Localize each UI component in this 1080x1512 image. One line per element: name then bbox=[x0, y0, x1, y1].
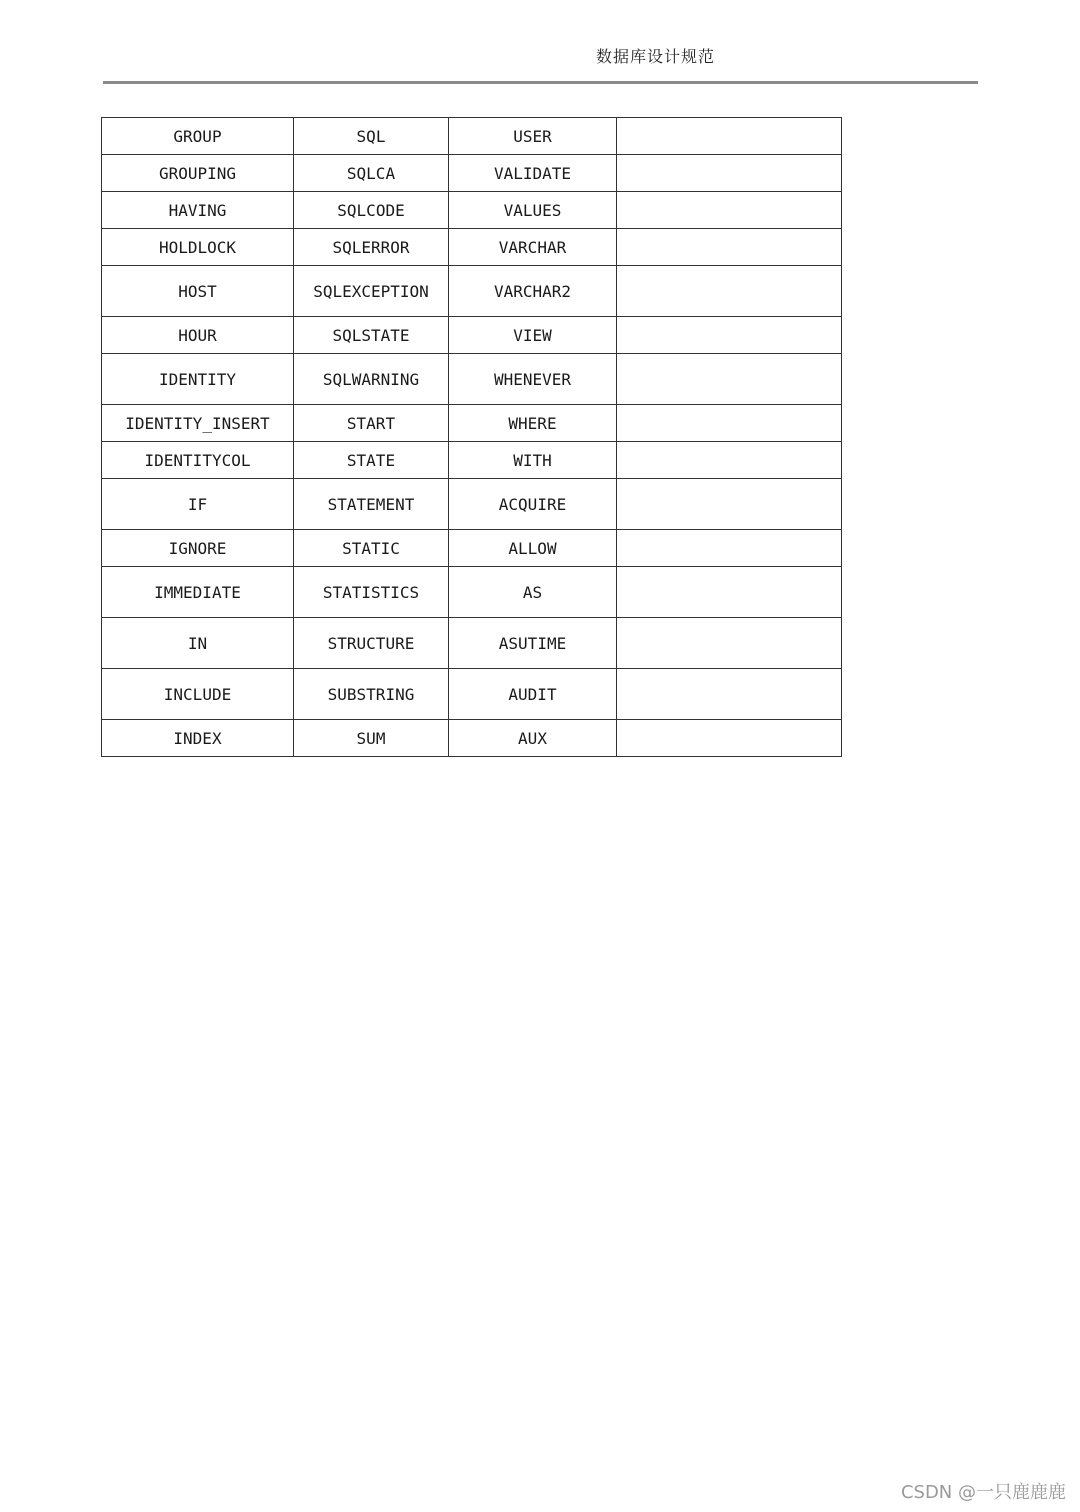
header-rule bbox=[103, 81, 978, 84]
table-cell bbox=[617, 567, 842, 618]
table-cell: STRUCTURE bbox=[294, 618, 449, 669]
table-cell bbox=[617, 192, 842, 229]
table-cell: IMMEDIATE bbox=[102, 567, 294, 618]
table-cell: STATIC bbox=[294, 530, 449, 567]
table-cell: HOLDLOCK bbox=[102, 229, 294, 266]
table-cell bbox=[617, 530, 842, 567]
table-cell: INCLUDE bbox=[102, 669, 294, 720]
table-cell: SUBSTRING bbox=[294, 669, 449, 720]
table-row bbox=[102, 317, 842, 354]
table-row bbox=[102, 405, 842, 442]
table-cell: VIEW bbox=[449, 317, 617, 354]
table-cell: WHENEVER bbox=[449, 354, 617, 405]
table-cell: ACQUIRE bbox=[449, 479, 617, 530]
table-row bbox=[102, 618, 842, 669]
table-row bbox=[102, 530, 842, 567]
table-cell: START bbox=[294, 405, 449, 442]
table-cell: IGNORE bbox=[102, 530, 294, 567]
table-cell: AUX bbox=[449, 720, 617, 757]
table-cell bbox=[617, 317, 842, 354]
table-cell: STATEMENT bbox=[294, 479, 449, 530]
table-cell: SQLEXCEPTION bbox=[294, 266, 449, 317]
table-cell: VARCHAR2 bbox=[449, 266, 617, 317]
table-cell: ASUTIME bbox=[449, 618, 617, 669]
table-cell: SQLSTATE bbox=[294, 317, 449, 354]
table-cell: AS bbox=[449, 567, 617, 618]
table-cell: SQLCA bbox=[294, 155, 449, 192]
table-cell: VALIDATE bbox=[449, 155, 617, 192]
table-row bbox=[102, 479, 842, 530]
table-cell: VARCHAR bbox=[449, 229, 617, 266]
table-cell bbox=[617, 266, 842, 317]
table-row bbox=[102, 266, 842, 317]
table-cell: WHERE bbox=[449, 405, 617, 442]
table-cell: HAVING bbox=[102, 192, 294, 229]
table-cell: AUDIT bbox=[449, 669, 617, 720]
table-cell: INDEX bbox=[102, 720, 294, 757]
table-cell bbox=[617, 405, 842, 442]
table-row bbox=[102, 442, 842, 479]
table-cell: IDENTITY_INSERT bbox=[102, 405, 294, 442]
table-cell bbox=[617, 229, 842, 266]
table-cell bbox=[617, 354, 842, 405]
reserved-keywords-table-body bbox=[102, 118, 842, 757]
table-cell bbox=[617, 479, 842, 530]
table-cell bbox=[617, 442, 842, 479]
table-row bbox=[102, 354, 842, 405]
page-header-title: 数据库设计规范 bbox=[596, 47, 716, 66]
table-cell: STATISTICS bbox=[294, 567, 449, 618]
table-cell: IN bbox=[102, 618, 294, 669]
table-cell bbox=[617, 618, 842, 669]
table-cell: SQLERROR bbox=[294, 229, 449, 266]
table-cell: GROUPING bbox=[102, 155, 294, 192]
table-cell: VALUES bbox=[449, 192, 617, 229]
table-row bbox=[102, 118, 842, 155]
table-row bbox=[102, 669, 842, 720]
table-cell: WITH bbox=[449, 442, 617, 479]
table-cell: USER bbox=[449, 118, 617, 155]
table-cell: SUM bbox=[294, 720, 449, 757]
table-cell: SQL bbox=[294, 118, 449, 155]
table-cell: SQLWARNING bbox=[294, 354, 449, 405]
table-cell: IDENTITY bbox=[102, 354, 294, 405]
reserved-keywords-table bbox=[101, 117, 842, 757]
table-cell bbox=[617, 669, 842, 720]
table-cell: ALLOW bbox=[449, 530, 617, 567]
table-cell: HOUR bbox=[102, 317, 294, 354]
table-cell bbox=[617, 155, 842, 192]
table-cell: SQLCODE bbox=[294, 192, 449, 229]
table-cell: IF bbox=[102, 479, 294, 530]
table-row bbox=[102, 192, 842, 229]
table-cell: STATE bbox=[294, 442, 449, 479]
table-cell: IDENTITYCOL bbox=[102, 442, 294, 479]
table-row bbox=[102, 567, 842, 618]
table-cell bbox=[617, 720, 842, 757]
table-row bbox=[102, 155, 842, 192]
watermark: CSDN @一只鹿鹿鹿 bbox=[900, 1482, 1066, 1503]
table-row bbox=[102, 229, 842, 266]
table-cell bbox=[617, 118, 842, 155]
table-row bbox=[102, 720, 842, 757]
table-cell: HOST bbox=[102, 266, 294, 317]
table-cell: GROUP bbox=[102, 118, 294, 155]
